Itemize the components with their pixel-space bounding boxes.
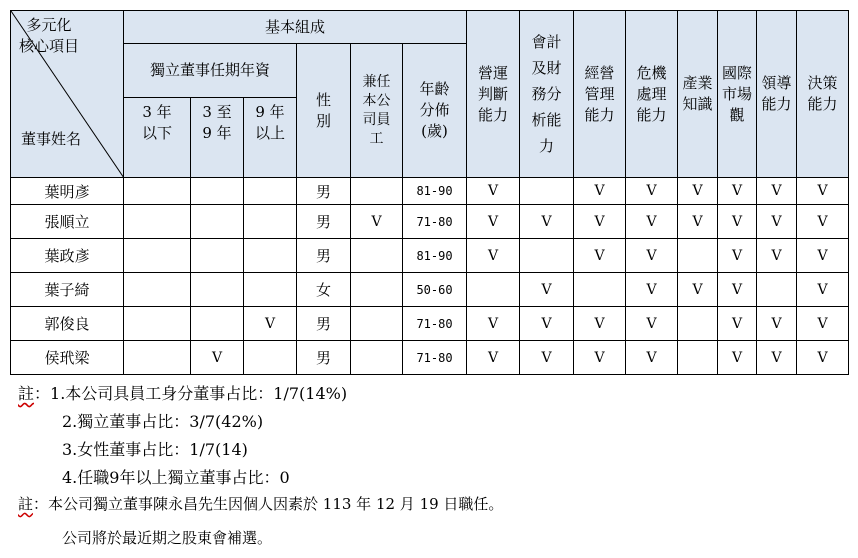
note-text: 公司將於最近期之股東會補選。 bbox=[62, 529, 273, 547]
skill-cell: V bbox=[718, 205, 757, 239]
skill-cell: V bbox=[718, 239, 757, 273]
skill-header: 會計 及財 務分 析能 力 bbox=[520, 11, 574, 178]
tenure-line2: 以下 bbox=[141, 124, 172, 142]
note-line bbox=[62, 437, 248, 460]
tenure-cell bbox=[191, 178, 244, 205]
corner-top-line2: 核心項目 bbox=[19, 37, 80, 55]
tenure-cell bbox=[124, 341, 191, 375]
skill-cell bbox=[678, 307, 718, 341]
age-cell: 81-90 bbox=[403, 178, 467, 205]
tenure-line2: 9 年 bbox=[202, 124, 232, 142]
table-row bbox=[11, 178, 849, 205]
skill-cell: V bbox=[757, 307, 797, 341]
gender-cell: 男 bbox=[297, 205, 351, 239]
employee-cell: V bbox=[351, 205, 403, 239]
skill-cell: V bbox=[797, 273, 849, 307]
age-cell: 71-80 bbox=[403, 307, 467, 341]
note-line bbox=[18, 493, 503, 514]
tenure-cell bbox=[191, 205, 244, 239]
tenure-cell bbox=[124, 205, 191, 239]
corner-header-cell bbox=[11, 11, 124, 178]
tenure-cell: V bbox=[244, 307, 297, 341]
tenure-header bbox=[124, 98, 191, 178]
skill-cell: V bbox=[797, 239, 849, 273]
tenure-cell bbox=[244, 273, 297, 307]
gender-cell: 男 bbox=[297, 178, 351, 205]
table-row bbox=[11, 341, 849, 375]
tenure-cell bbox=[124, 273, 191, 307]
table-row bbox=[11, 205, 849, 239]
tenure-line1: 3 至 bbox=[202, 103, 232, 121]
note-label: 註 bbox=[18, 384, 35, 403]
skill-cell: V bbox=[678, 205, 718, 239]
skill-cell: V bbox=[678, 178, 718, 205]
skill-cell: V bbox=[626, 341, 678, 375]
skill-cell: V bbox=[626, 273, 678, 307]
tenure-cell bbox=[191, 273, 244, 307]
table-row bbox=[11, 239, 849, 273]
note-label: 註 bbox=[18, 495, 34, 513]
gender-cell: 女 bbox=[297, 273, 351, 307]
note-text: ：本公司獨立董事陳永昌先生因個人因素於 113 年 12 月 19 日職任。 bbox=[33, 495, 504, 513]
skill-cell bbox=[520, 239, 574, 273]
age-cell: 71-80 bbox=[403, 205, 467, 239]
age-header: 年齡 分佈 (歲) bbox=[403, 44, 467, 178]
skill-cell: V bbox=[467, 341, 520, 375]
skill-header: 危機 處理 能力 bbox=[626, 11, 678, 178]
skill-header: 決策 能力 bbox=[797, 11, 849, 178]
skill-cell: V bbox=[797, 205, 849, 239]
director-name: 侯玳梁 bbox=[11, 341, 124, 375]
director-name: 葉明彥 bbox=[11, 178, 124, 205]
table-row bbox=[11, 273, 849, 307]
director-name: 張順立 bbox=[11, 205, 124, 239]
skill-cell bbox=[467, 273, 520, 307]
skill-header: 營運 判斷 能力 bbox=[467, 11, 520, 178]
skill-header: 領導 能力 bbox=[757, 11, 797, 178]
tenure-header bbox=[191, 98, 244, 178]
gender-cell: 男 bbox=[297, 341, 351, 375]
employee-cell bbox=[351, 239, 403, 273]
tenure-cell bbox=[124, 239, 191, 273]
skill-cell: V bbox=[757, 178, 797, 205]
tenure-cell: V bbox=[191, 341, 244, 375]
tenure-cell bbox=[244, 341, 297, 375]
skill-cell bbox=[678, 341, 718, 375]
director-name: 葉政彥 bbox=[11, 239, 124, 273]
table-row bbox=[11, 307, 849, 341]
tenure-line2: 以上 bbox=[254, 124, 285, 142]
skill-cell: V bbox=[520, 205, 574, 239]
skill-cell bbox=[757, 273, 797, 307]
age-cell: 81-90 bbox=[403, 239, 467, 273]
skill-cell: V bbox=[574, 239, 626, 273]
gender-header: 性 別 bbox=[297, 44, 351, 178]
tenure-cell bbox=[191, 239, 244, 273]
skill-header: 經營 管理 能力 bbox=[574, 11, 626, 178]
skill-cell: V bbox=[797, 307, 849, 341]
note-line bbox=[62, 527, 272, 548]
note-text: 4.任職9年以上獨立董事占比：0 bbox=[62, 468, 290, 487]
skill-cell: V bbox=[626, 239, 678, 273]
employee-cell bbox=[351, 307, 403, 341]
basic-composition-header: 基本組成 bbox=[124, 11, 467, 44]
skill-cell: V bbox=[718, 341, 757, 375]
tenure-header bbox=[244, 98, 297, 178]
skill-cell: V bbox=[574, 307, 626, 341]
employee-cell bbox=[351, 178, 403, 205]
director-name: 葉子綺 bbox=[11, 273, 124, 307]
tenure-cell bbox=[244, 239, 297, 273]
skill-cell: V bbox=[574, 341, 626, 375]
skill-cell: V bbox=[520, 307, 574, 341]
note-text: 3.女性董事占比：1/7(14) bbox=[62, 440, 248, 459]
note-line bbox=[62, 409, 263, 432]
skill-cell: V bbox=[718, 307, 757, 341]
age-cell: 71-80 bbox=[403, 341, 467, 375]
employee-header: 兼任 本公 司員 工 bbox=[351, 44, 403, 178]
skill-cell: V bbox=[467, 307, 520, 341]
age-cell: 50-60 bbox=[403, 273, 467, 307]
gender-cell: 男 bbox=[297, 307, 351, 341]
skill-cell: V bbox=[757, 205, 797, 239]
skill-cell bbox=[574, 273, 626, 307]
skill-cell: V bbox=[626, 178, 678, 205]
skill-cell: V bbox=[718, 178, 757, 205]
tenure-cell bbox=[124, 307, 191, 341]
note-line bbox=[18, 381, 347, 404]
skill-cell: V bbox=[797, 178, 849, 205]
skill-cell: V bbox=[718, 273, 757, 307]
tenure-line1: 9 年 bbox=[255, 103, 285, 121]
skill-cell: V bbox=[626, 205, 678, 239]
independent-tenure-header: 獨立董事任期年資 bbox=[124, 44, 297, 98]
note-line bbox=[62, 465, 290, 488]
skill-header: 產業 知識 bbox=[678, 11, 718, 178]
note-text: ：1.本公司具員工身分董事占比：1/7(14%) bbox=[34, 384, 348, 403]
skill-cell: V bbox=[467, 205, 520, 239]
skill-cell: V bbox=[757, 341, 797, 375]
note-text: 2.獨立董事占比：3/7(42%) bbox=[62, 412, 264, 431]
skill-header: 國際 市場 觀 bbox=[718, 11, 757, 178]
skill-cell: V bbox=[574, 178, 626, 205]
skill-cell: V bbox=[757, 239, 797, 273]
tenure-cell bbox=[191, 307, 244, 341]
tenure-cell bbox=[244, 178, 297, 205]
skill-cell: V bbox=[520, 341, 574, 375]
gender-cell: 男 bbox=[297, 239, 351, 273]
skill-cell bbox=[520, 178, 574, 205]
skill-cell: V bbox=[678, 273, 718, 307]
skill-cell: V bbox=[574, 205, 626, 239]
corner-top-line1: 多元化 bbox=[26, 16, 72, 34]
tenure-cell bbox=[244, 205, 297, 239]
employee-cell bbox=[351, 273, 403, 307]
tenure-line1: 3 年 bbox=[142, 103, 172, 121]
board-diversity-table bbox=[10, 10, 849, 375]
skill-cell: V bbox=[520, 273, 574, 307]
skill-cell bbox=[678, 239, 718, 273]
director-name: 郭俊良 bbox=[11, 307, 124, 341]
skill-cell: V bbox=[797, 341, 849, 375]
skill-cell: V bbox=[467, 239, 520, 273]
skill-cell: V bbox=[626, 307, 678, 341]
skill-cell: V bbox=[467, 178, 520, 205]
corner-top-label bbox=[19, 15, 79, 57]
employee-cell bbox=[351, 341, 403, 375]
corner-bottom-label: 董事姓名 bbox=[21, 130, 82, 148]
tenure-cell bbox=[124, 178, 191, 205]
